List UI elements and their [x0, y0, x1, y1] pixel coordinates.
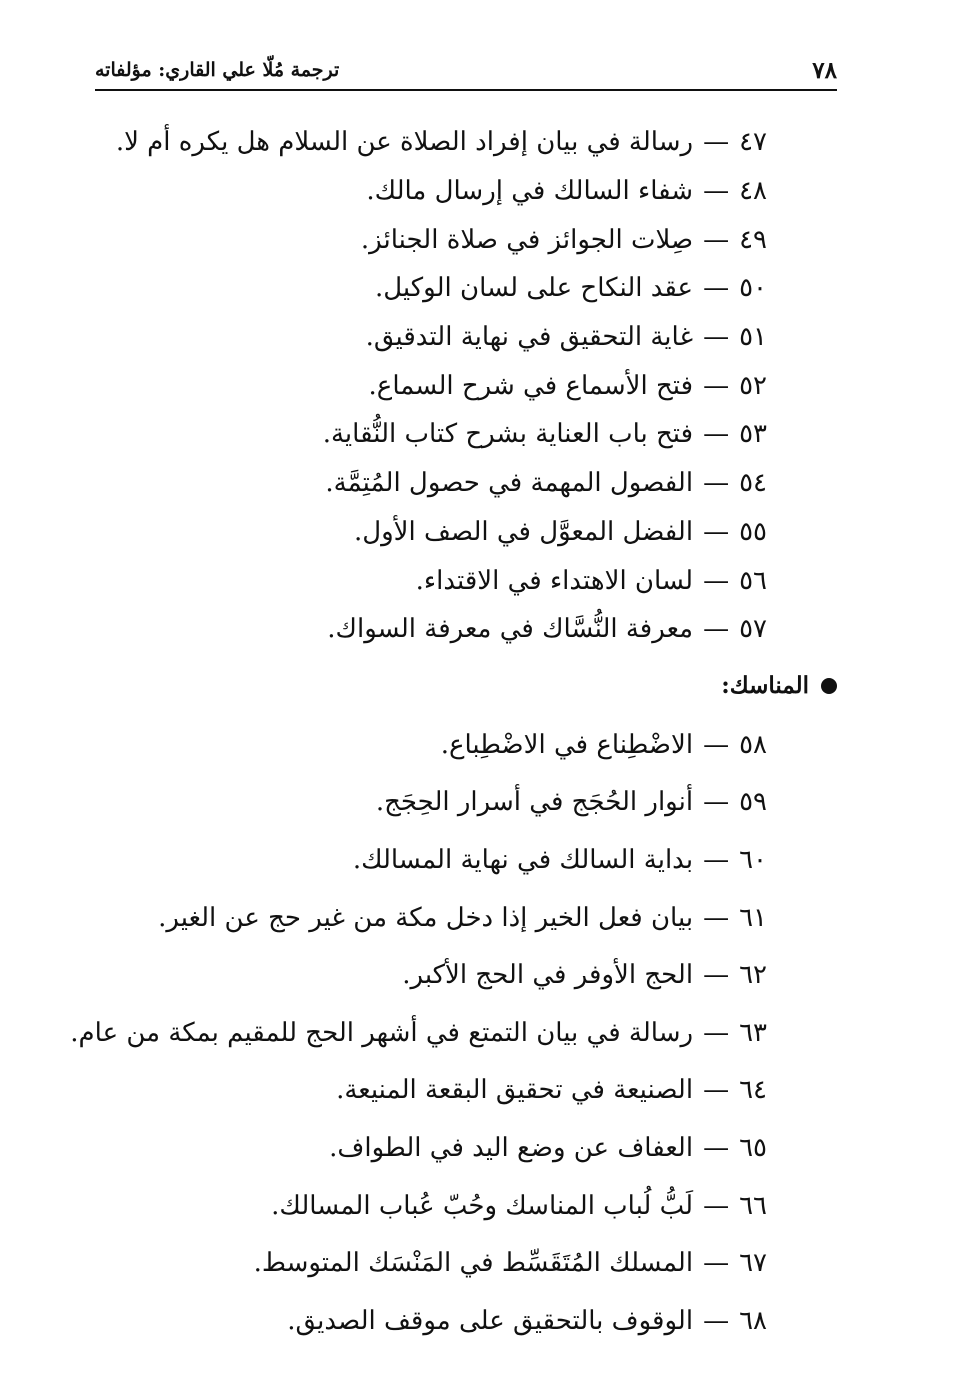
item-dash: — [703, 1190, 730, 1221]
item-title: صِلات الجوائز في صلاة الجنائز. [360, 224, 694, 255]
item-dash: — [703, 127, 730, 158]
item-title: شفاء السالك في إرسال مالك. [366, 176, 694, 207]
list-item [116, 508, 767, 557]
page-header [95, 52, 837, 88]
list-item [70, 774, 767, 832]
item-title: معرفة النُّسَّاك في معرفة السواك. [327, 614, 694, 645]
item-number: ٦١ [739, 902, 767, 933]
item-title: غاية التحقيق في نهاية التدقيق. [365, 322, 694, 353]
list-item [116, 361, 767, 410]
page-number: ٧٨ [812, 56, 837, 84]
item-title: لَبُّ لُباب المناسك وحُبّ عُباب المسالك. [271, 1190, 694, 1221]
list-item [70, 1292, 767, 1350]
item-number: ٥٩ [739, 787, 767, 818]
item-number: ٦٧ [739, 1248, 767, 1279]
item-title: الصنيعة في تحقيق البقعة المنيعة. [336, 1075, 694, 1106]
list-item [116, 313, 767, 362]
item-number: ٤٨ [739, 176, 767, 207]
list-item [70, 1119, 767, 1177]
section-heading-manasik [721, 672, 837, 699]
item-number: ٥٢ [739, 370, 767, 401]
item-number: ٦٥ [739, 1132, 767, 1163]
item-number: ٤٧ [739, 127, 767, 158]
item-number: ٦٤ [739, 1075, 767, 1106]
item-number: ٥٥ [739, 516, 767, 547]
works-list-general [116, 118, 767, 654]
item-dash: — [703, 844, 730, 875]
item-number: ٦٣ [739, 1017, 767, 1048]
item-dash: — [703, 1132, 730, 1163]
list-item [70, 1177, 767, 1235]
item-title: الوقوف بالتحقيق على موقف الصديق. [287, 1305, 694, 1336]
list-item [70, 716, 767, 774]
list-item [116, 215, 767, 264]
section-heading-text: المناسك: [721, 672, 809, 699]
item-number: ٦٨ [739, 1305, 767, 1336]
list-item [116, 118, 767, 167]
item-title: أنوار الحُجَج في أسرار الحِجَج. [375, 787, 694, 818]
item-dash: — [703, 729, 730, 760]
item-dash: — [703, 419, 730, 450]
running-title: ترجمة مُلّا علي القاري: مؤلفاته [95, 59, 340, 81]
item-title: عقد النكاح على لسان الوكيل. [374, 273, 694, 304]
item-dash: — [703, 614, 730, 645]
list-item [116, 459, 767, 508]
list-item [70, 1004, 767, 1062]
item-title: بيان فعل الخير إذا دخل مكة من غير حج عن الغير. [158, 902, 694, 933]
list-item [70, 831, 767, 889]
list-item [116, 556, 767, 605]
item-title: الاضْطِناع في الاضْطِباع. [440, 729, 694, 760]
item-dash: — [703, 1248, 730, 1279]
item-number: ٥٨ [739, 729, 767, 760]
item-dash: — [703, 224, 730, 255]
item-title: الفضل المعوَّل في الصف الأول. [353, 516, 694, 547]
item-number: ٤٩ [739, 224, 767, 255]
works-list-manasik [70, 716, 767, 1350]
header-rule [95, 89, 837, 91]
item-dash: — [703, 787, 730, 818]
item-dash: — [703, 565, 730, 596]
item-dash: — [703, 1075, 730, 1106]
item-number: ٥٣ [739, 419, 767, 450]
item-number: ٥١ [739, 322, 767, 353]
item-dash: — [703, 176, 730, 207]
list-item [116, 167, 767, 216]
item-dash: — [703, 322, 730, 353]
item-dash: — [703, 1017, 730, 1048]
item-title: رسالة في بيان التمتع في أشهر الحج للمقيم بمكة من عام. [70, 1017, 694, 1048]
bullet-icon [821, 678, 837, 694]
item-number: ٥٧ [739, 614, 767, 645]
list-item [70, 889, 767, 947]
item-title: فتح باب العناية بشرح كتاب النُّقاية. [322, 419, 694, 450]
item-dash: — [703, 370, 730, 401]
list-item [116, 605, 767, 654]
item-title: بداية السالك في نهاية المسالك. [352, 844, 694, 875]
item-number: ٥٠ [739, 273, 767, 304]
item-dash: — [703, 273, 730, 304]
list-item [116, 264, 767, 313]
item-title: الفصول المهمة في حصول المُتِمَّة. [325, 468, 694, 499]
item-number: ٥٦ [739, 565, 767, 596]
item-title: المسلك المُتَقَسِّط في المَنْسَك المتوسط. [253, 1248, 694, 1279]
item-title: الحج الأوفر في الحج الأكبر. [402, 960, 694, 991]
item-title: العفاف عن وضع اليد في الطواف. [329, 1132, 694, 1163]
item-dash: — [703, 1305, 730, 1336]
list-item [70, 946, 767, 1004]
item-number: ٦٦ [739, 1190, 767, 1221]
item-number: ٦٠ [739, 844, 767, 875]
item-title: رسالة في بيان إفراد الصلاة عن السلام هل يكره أم لا. [115, 127, 694, 158]
list-item [70, 1062, 767, 1120]
item-dash: — [703, 902, 730, 933]
item-dash: — [703, 468, 730, 499]
item-dash: — [703, 516, 730, 547]
item-number: ٥٤ [739, 468, 767, 499]
item-title: فتح الأسماع في شرح السماع. [368, 370, 694, 401]
item-number: ٦٢ [739, 960, 767, 991]
item-dash: — [703, 960, 730, 991]
list-item [70, 1234, 767, 1292]
list-item [116, 410, 767, 459]
item-title: لسان الاهتداء في الاقتداء. [415, 565, 694, 596]
